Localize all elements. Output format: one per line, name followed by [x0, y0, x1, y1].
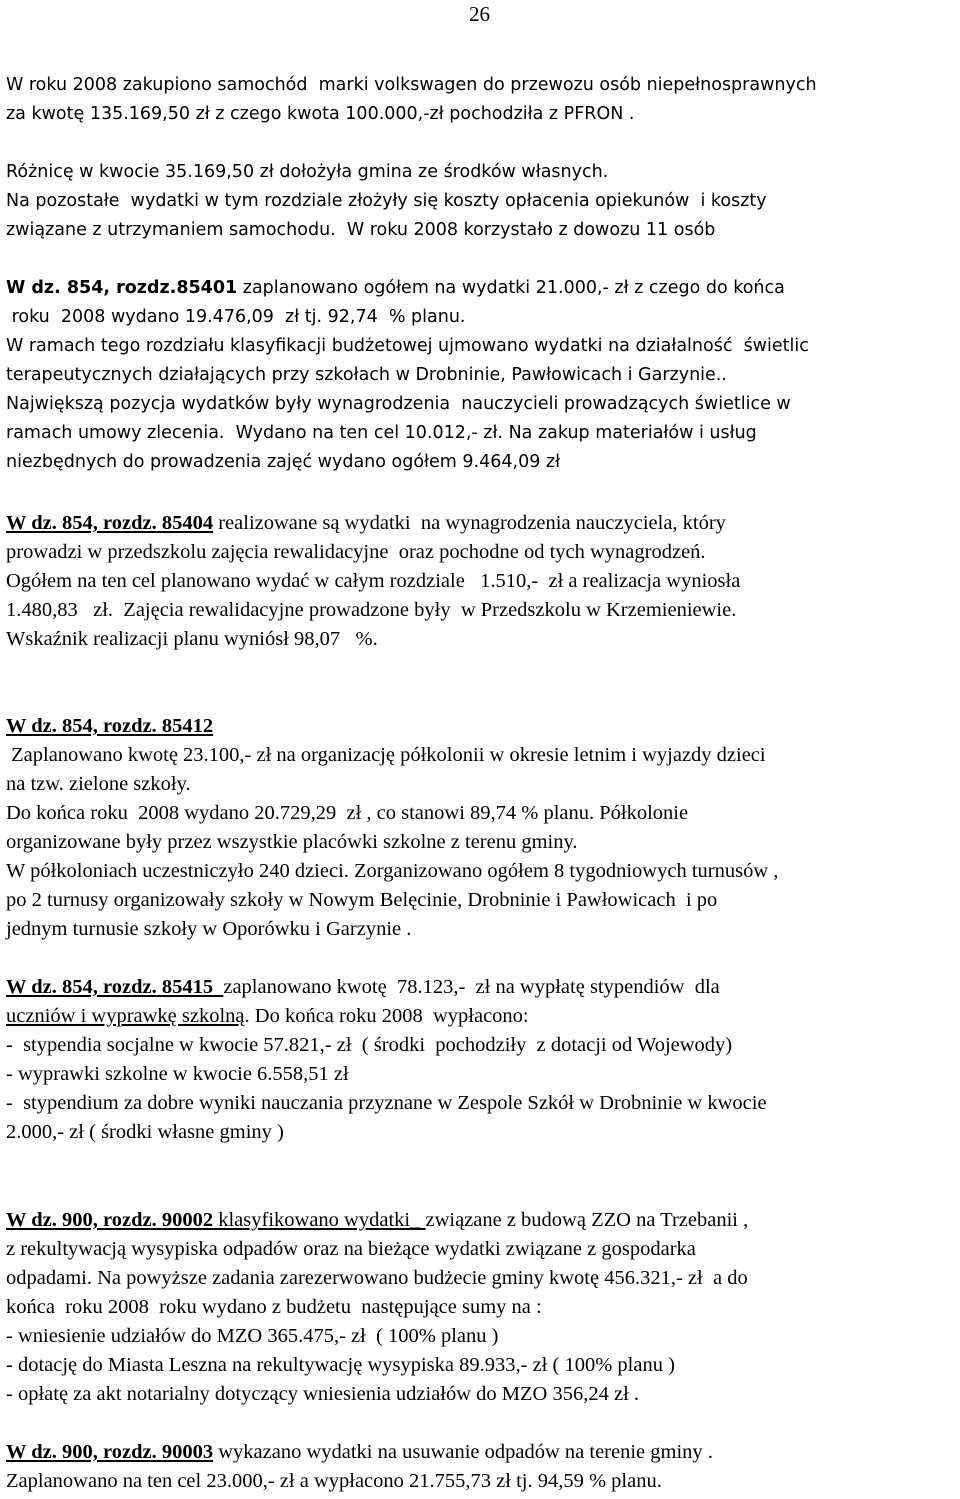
text-line — [6, 1006, 529, 1027]
text-line — [6, 1064, 349, 1085]
text-segment: Wskaźnik realizacji planu wyniósł 98,07 %. — [6, 628, 378, 650]
text-segment: niezbędnych do prowadzenia zajęć wydano ogółem 9.464,09 zł — [6, 452, 561, 472]
text-segment: uczniów i wyprawkę szkolną — [6, 1005, 245, 1027]
text-segment: W półkoloniach uczestniczyło 240 dzieci. Zorganizowano ogółem 8 tygodniowych turnusów , — [6, 860, 779, 882]
text-segment: - opłatę za akt notarialny dotyczący wniesienia udziałów do MZO 356,24 zł . — [6, 1383, 640, 1405]
section-heading: W dz. 854, rozdz. — [6, 715, 157, 737]
text-line — [6, 600, 736, 621]
text-segment: odpadami. Na powyższe zadania zarezerwowano budżecie gminy kwotę 456.321,- zł a do — [6, 1267, 748, 1289]
text-segment: W ramach tego rozdziału klasyfikacji budżetowej ujmowano wydatki na działalność świetlic — [6, 336, 809, 356]
text-segment: - dotację do Miasta Leszna na rekultywację wysypiska 89.933,- zł ( 100% planu ) — [6, 1354, 675, 1376]
text-line — [6, 1093, 767, 1114]
section-heading: 85404 — [161, 512, 214, 534]
text-line — [6, 1297, 542, 1318]
page-number: 26 — [469, 2, 490, 26]
text-line — [6, 367, 727, 385]
text-segment: W roku 2008 zakupiono samochód marki volkswagen do przewozu osób niepełnosprawnych — [6, 75, 817, 95]
text-segment: końca roku 2008 roku wydano z budżetu następujące sumy na : — [6, 1296, 542, 1318]
text-segment: zaplanowano ogółem na wydatki 21.000,- zł z czego do końca — [237, 278, 785, 298]
text-line — [6, 774, 191, 795]
text-segment: 1.480,83 zł. Zajęcia rewalidacyjne prowadzone były w Przedszkolu w Krzemieniewie. — [6, 599, 737, 621]
section-heading: 85415 — [161, 976, 214, 998]
text-segment: Największą pozycja wydatków były wynagrodzenia nauczycieli prowadzących świetlice w — [6, 394, 791, 414]
text-segment: realizowane są wydatki na wynagrodzenia nauczyciela, który — [213, 512, 726, 534]
text-line — [6, 1384, 639, 1405]
text-line — [6, 425, 757, 443]
text-line — [6, 803, 688, 824]
text-line — [6, 396, 791, 414]
text-segment: wykazano wydatki na usuwanie odpadów na terenie gminy . — [213, 1441, 713, 1463]
section-heading: W dz. 854, rozdz. — [6, 976, 157, 998]
text-segment: - stypendia socjalne w kwocie 57.821,- zł ( środki pochodziły z dotacji od Wojewody) — [6, 1034, 733, 1056]
text-segment: Na pozostałe wydatki w tym rozdziale złożyły się koszty opłacenia opiekunów i koszty — [6, 191, 767, 211]
text-line — [6, 513, 726, 534]
text-line — [6, 193, 767, 211]
text-segment: za kwotę 135.169,50 zł z czego kwota 100.000,-zł pochodziła z PFRON . — [6, 104, 635, 124]
text-segment: - wyprawki szkolne w kwocie 6.558,51 zł — [6, 1063, 349, 1085]
text-line — [6, 1442, 713, 1463]
text-line — [6, 338, 809, 356]
text-line — [6, 222, 715, 240]
text-segment: prowadzi w przedszkolu zajęcia rewalidacyjne oraz pochodne od tych wynagrodzeń. — [6, 541, 706, 563]
text-segment: Do końca roku 2008 wydano 20.729,29 zł , co stanowi 89,74 % planu. Półkolonie — [6, 802, 689, 824]
text-segment: Zaplanowano kwotę 23.100,- zł na organizację półkolonii w okresie letnim i wyjazdy dzieci — [6, 744, 766, 766]
text-line — [6, 77, 817, 95]
section-heading: W dz. 900, rozdz. — [6, 1209, 157, 1231]
text-segment: związane z budową ZZO na Trzebanii , — [425, 1209, 749, 1231]
section-heading: 85412 — [161, 715, 214, 737]
text-line — [6, 745, 766, 766]
section-heading: W dz. 854, rozdz.85401 — [6, 278, 238, 298]
section-heading: W dz. 854, rozdz. — [6, 512, 157, 534]
text-line — [6, 1355, 675, 1376]
text-line — [6, 1122, 284, 1143]
text-line — [6, 164, 608, 182]
text-segment: . Do końca roku 2008 wypłacono: — [244, 1005, 529, 1027]
text-line — [6, 1268, 748, 1289]
text-segment: 2.000,- zł ( środki własne gminy ) — [6, 1121, 284, 1143]
text-segment: po 2 turnusy organizowały szkoły w Nowym Belęcinie, Drobninie i Pawłowicach i po — [6, 889, 718, 911]
text-segment: - stypendium za dobre wyniki nauczania przyznane w Zespole Szkół w Drobninie w kwocie — [6, 1092, 767, 1114]
text-segment: klasyfikowano wydatki — [218, 1209, 411, 1231]
text-line — [6, 1326, 498, 1347]
text-segment: ramach umowy zlecenia. Wydano na ten cel 10.012,- zł. Na zakup materiałów i usług — [6, 423, 757, 443]
section-heading: 90003 — [161, 1441, 214, 1463]
text-line — [6, 977, 720, 998]
text-line — [6, 716, 213, 737]
section-heading: W dz. 900, rozdz. — [6, 1441, 157, 1463]
text-segment: _ — [410, 1209, 426, 1231]
text-segment: jednym turnusie szkoły w Oporówku i Garzynie . — [6, 918, 412, 940]
text-segment: związane z utrzymaniem samochodu. W roku 2008 korzystało z dowozu 11 osób — [6, 220, 716, 240]
text-line — [6, 629, 378, 650]
section-heading: 90002 — [161, 1209, 214, 1231]
text-segment: - wniesienie udziałów do MZO 365.475,- zł ( 100% planu ) — [6, 1325, 499, 1347]
text-segment: zaplanowano kwotę 78.123,- zł na wypłatę stypendiów dla — [223, 976, 720, 998]
text-line — [6, 1239, 696, 1260]
text-line — [6, 454, 560, 472]
text-line — [6, 571, 740, 592]
text-line — [6, 861, 778, 882]
text-line — [6, 280, 785, 298]
text-segment: roku 2008 wydano 19.476,09 zł tj. 92,74 % planu. — [6, 307, 466, 327]
text-line — [6, 919, 411, 940]
text-segment: Ogółem na ten cel planowano wydać w całym rozdziale 1.510,- zł a realizacja wyniosła — [6, 570, 741, 592]
text-line — [6, 309, 465, 327]
text-line — [6, 1035, 732, 1056]
text-line — [6, 1210, 748, 1231]
text-line — [6, 106, 634, 124]
text-segment — [213, 976, 223, 998]
text-line — [6, 1471, 662, 1492]
text-segment: organizowane były przez wszystkie placówki szkolne z terenu gminy. — [6, 831, 578, 853]
text-line — [6, 542, 706, 563]
text-segment: z rekultywacją wysypiska odpadów oraz na bieżące wydatki związane z gospodarka — [6, 1238, 696, 1260]
text-segment: Różnicę w kwocie 35.169,50 zł dołożyła gmina ze środków własnych. — [6, 162, 609, 182]
text-segment: Zaplanowano na ten cel 23.000,- zł a wypłacono 21.755,73 zł tj. 94,59 % planu. — [6, 1470, 662, 1492]
text-line — [6, 832, 578, 853]
text-line — [6, 890, 717, 911]
text-segment: na tzw. zielone szkoły. — [6, 773, 191, 795]
text-segment: terapeutycznych działających przy szkołach w Drobninie, Pawłowicach i Garzynie.. — [6, 365, 727, 385]
